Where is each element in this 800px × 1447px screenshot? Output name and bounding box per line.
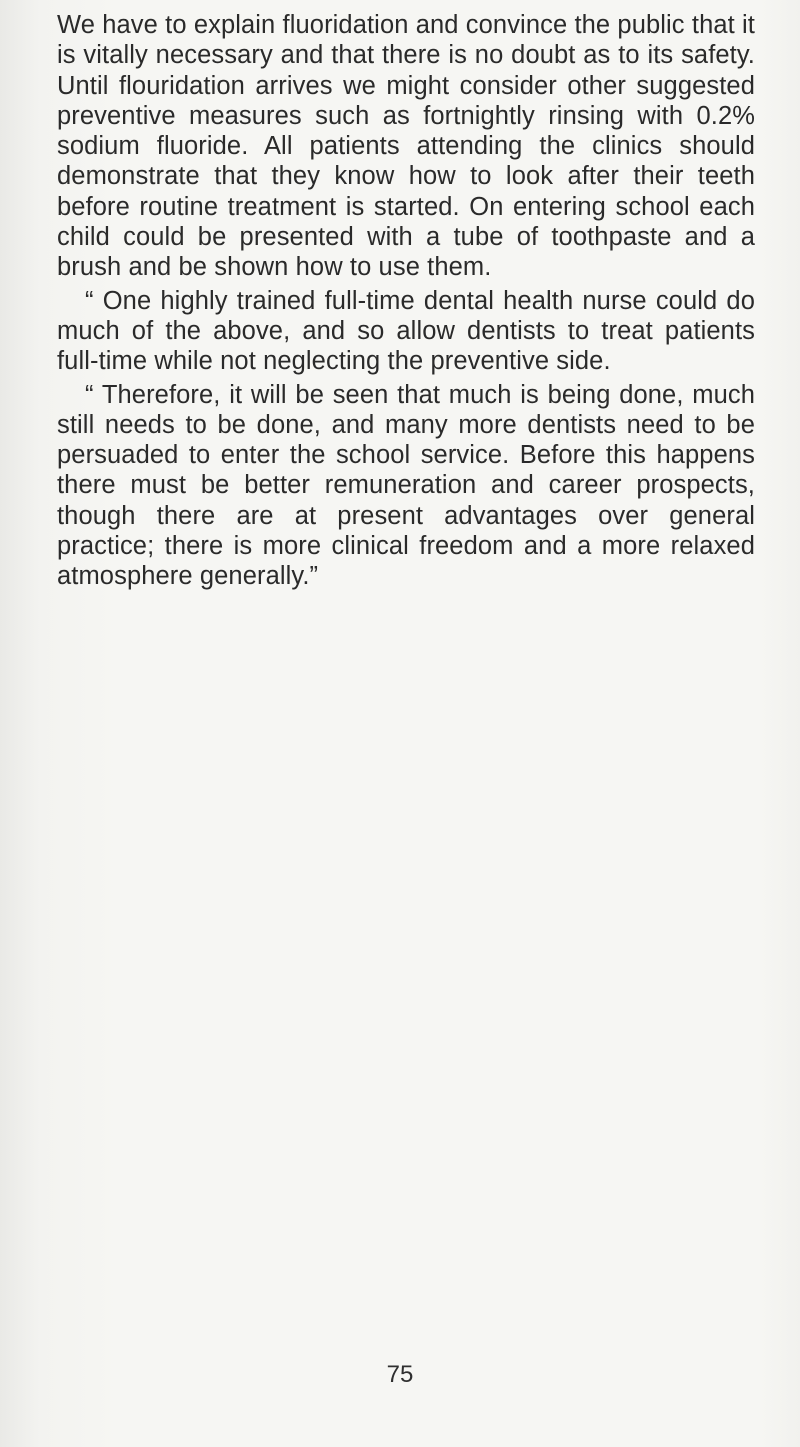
paragraph-fluoridation: We have to explain fluoridation and convince the public that it is vitally necessary and that there is no doubt as to its safety. Until flouridation arrives we might consider other suggested preventive measures such as fortnightly rinsing with 0.2% sodium fluoride. All patients attending the clinics should demonstrate that they know how to look after their teeth before routine treatment is started. On entering school each child could be presented with a tube of toothpaste and a brush and be shown how to use them.	[57, 11, 755, 282]
body-text	[57, 10, 755, 592]
paragraph-dental-nurse: “ One highly trained full-time dental health nurse could do much of the above, and so allow dentists to treat patients full-time while not neglecting the preventive side.	[57, 286, 755, 376]
paragraph-school-service: “ Therefore, it will be seen that much is being done, much still needs to be done, and many more dentists need to be persuaded to enter the school service. Before this happens there must be better remuneration and career prospects, though there are at present advantages over general practice; there is more clinical freedom and a more relaxed atmosphere generally.”	[57, 380, 755, 591]
page-number: 75	[386, 1361, 414, 1388]
